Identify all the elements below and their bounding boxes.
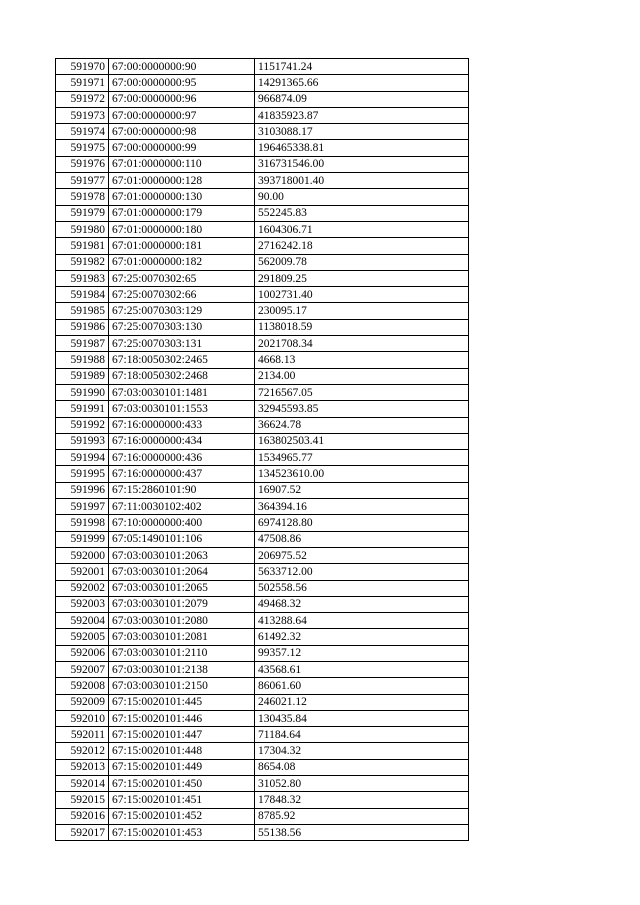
row-number-cell: 591978 <box>56 189 109 205</box>
cadastral-number-cell: 67:15:0020101:453 <box>109 824 255 840</box>
row-number-cell: 591984 <box>56 287 109 303</box>
table-row <box>56 205 469 221</box>
cadastral-number-cell: 67:00:0000000:96 <box>109 91 255 107</box>
cadastral-number-cell: 67:01:0000000:128 <box>109 173 255 189</box>
table-row <box>56 629 469 645</box>
value-cell: 41835923.87 <box>255 107 469 123</box>
table-row <box>56 303 469 319</box>
cadastral-number-cell: 67:03:0030101:1553 <box>109 401 255 417</box>
table-row <box>56 107 469 123</box>
row-number-cell: 591977 <box>56 173 109 189</box>
row-number-cell: 591974 <box>56 124 109 140</box>
cadastral-number-cell: 67:11:0030102:402 <box>109 499 255 515</box>
value-cell: 36624.78 <box>255 417 469 433</box>
value-cell: 99357.12 <box>255 645 469 661</box>
row-number-cell: 592009 <box>56 694 109 710</box>
table-row <box>56 482 469 498</box>
row-number-cell: 591988 <box>56 352 109 368</box>
value-cell: 316731546.00 <box>255 156 469 172</box>
cadastral-number-cell: 67:03:0030101:2065 <box>109 580 255 596</box>
cadastral-number-cell: 67:18:0050302:2465 <box>109 352 255 368</box>
table-row <box>56 59 469 75</box>
row-number-cell: 592013 <box>56 759 109 775</box>
cadastral-number-cell: 67:15:0020101:449 <box>109 759 255 775</box>
cadastral-number-cell: 67:01:0000000:110 <box>109 156 255 172</box>
cadastral-number-cell: 67:16:0000000:437 <box>109 466 255 482</box>
table-row <box>56 792 469 808</box>
cadastral-number-cell: 67:15:0020101:446 <box>109 710 255 726</box>
cadastral-number-cell: 67:03:0030101:2081 <box>109 629 255 645</box>
cadastral-number-cell: 67:18:0050302:2468 <box>109 368 255 384</box>
cadastral-number-cell: 67:03:0030101:2110 <box>109 645 255 661</box>
cadastral-number-cell: 67:00:0000000:90 <box>109 59 255 75</box>
row-number-cell: 592010 <box>56 710 109 726</box>
row-number-cell: 591989 <box>56 368 109 384</box>
value-cell: 196465338.81 <box>255 140 469 156</box>
value-cell: 2716242.18 <box>255 238 469 254</box>
table-row <box>56 564 469 580</box>
cadastral-number-cell: 67:01:0000000:182 <box>109 254 255 270</box>
value-cell: 1002731.40 <box>255 287 469 303</box>
value-cell: 163802503.41 <box>255 433 469 449</box>
row-number-cell: 591999 <box>56 531 109 547</box>
table-row <box>56 140 469 156</box>
row-number-cell: 591975 <box>56 140 109 156</box>
value-cell: 31052.80 <box>255 776 469 792</box>
table-row <box>56 515 469 531</box>
value-cell: 6974128.80 <box>255 515 469 531</box>
cadastral-number-cell: 67:03:0030101:1481 <box>109 384 255 400</box>
value-cell: 206975.52 <box>255 547 469 563</box>
cadastral-number-cell: 67:01:0000000:181 <box>109 238 255 254</box>
value-cell: 32945593.85 <box>255 401 469 417</box>
cadastral-number-cell: 67:00:0000000:99 <box>109 140 255 156</box>
row-number-cell: 592005 <box>56 629 109 645</box>
row-number-cell: 591973 <box>56 107 109 123</box>
cadastral-number-cell: 67:03:0030101:2080 <box>109 613 255 629</box>
row-number-cell: 591998 <box>56 515 109 531</box>
table-row <box>56 645 469 661</box>
table-row <box>56 710 469 726</box>
cadastral-number-cell: 67:25:0070302:66 <box>109 287 255 303</box>
cadastral-number-cell: 67:03:0030101:2063 <box>109 547 255 563</box>
table-row <box>56 727 469 743</box>
row-number-cell: 591983 <box>56 270 109 286</box>
row-number-cell: 591986 <box>56 319 109 335</box>
row-number-cell: 591976 <box>56 156 109 172</box>
cadastral-number-cell: 67:03:0030101:2064 <box>109 564 255 580</box>
value-cell: 502558.56 <box>255 580 469 596</box>
row-number-cell: 592001 <box>56 564 109 580</box>
cadastral-number-cell: 67:15:2860101:90 <box>109 482 255 498</box>
table-row <box>56 352 469 368</box>
row-number-cell: 592016 <box>56 808 109 824</box>
row-number-cell: 592006 <box>56 645 109 661</box>
table-row <box>56 531 469 547</box>
value-cell: 413288.64 <box>255 613 469 629</box>
table-row <box>56 824 469 840</box>
value-cell: 134523610.00 <box>255 466 469 482</box>
table-row <box>56 547 469 563</box>
value-cell: 14291365.66 <box>255 75 469 91</box>
table-row <box>56 336 469 352</box>
row-number-cell: 591970 <box>56 59 109 75</box>
table-row <box>56 238 469 254</box>
value-cell: 1138018.59 <box>255 319 469 335</box>
table-row <box>56 499 469 515</box>
row-number-cell: 591991 <box>56 401 109 417</box>
value-cell: 130435.84 <box>255 710 469 726</box>
row-number-cell: 592007 <box>56 661 109 677</box>
value-cell: 246021.12 <box>255 694 469 710</box>
value-cell: 16907.52 <box>255 482 469 498</box>
row-number-cell: 591980 <box>56 221 109 237</box>
table-row <box>56 221 469 237</box>
row-number-cell: 591992 <box>56 417 109 433</box>
table-row <box>56 776 469 792</box>
table-row <box>56 173 469 189</box>
value-cell: 1151741.24 <box>255 59 469 75</box>
cadastral-number-cell: 67:15:0020101:450 <box>109 776 255 792</box>
value-cell: 966874.09 <box>255 91 469 107</box>
cadastral-number-cell: 67:25:0070303:129 <box>109 303 255 319</box>
row-number-cell: 592003 <box>56 596 109 612</box>
table-row <box>56 450 469 466</box>
row-number-cell: 592004 <box>56 613 109 629</box>
cadastral-number-cell: 67:16:0000000:436 <box>109 450 255 466</box>
cadastral-number-cell: 67:16:0000000:433 <box>109 417 255 433</box>
table-row <box>56 466 469 482</box>
row-number-cell: 591995 <box>56 466 109 482</box>
row-number-cell: 592002 <box>56 580 109 596</box>
value-cell: 3103088.17 <box>255 124 469 140</box>
cadastral-number-cell: 67:25:0070302:65 <box>109 270 255 286</box>
value-cell: 86061.60 <box>255 678 469 694</box>
table-row <box>56 156 469 172</box>
table-row <box>56 287 469 303</box>
row-number-cell: 592012 <box>56 743 109 759</box>
cadastral-number-cell: 67:16:0000000:434 <box>109 433 255 449</box>
row-number-cell: 591997 <box>56 499 109 515</box>
cadastral-number-cell: 67:03:0030101:2150 <box>109 678 255 694</box>
value-cell: 2134.00 <box>255 368 469 384</box>
cadastral-number-cell: 67:15:0020101:452 <box>109 808 255 824</box>
value-cell: 230095.17 <box>255 303 469 319</box>
table-row <box>56 808 469 824</box>
cadastral-number-cell: 67:03:0030101:2079 <box>109 596 255 612</box>
table-row <box>56 596 469 612</box>
table-row <box>56 189 469 205</box>
value-cell: 393718001.40 <box>255 173 469 189</box>
row-number-cell: 591985 <box>56 303 109 319</box>
value-cell: 17304.32 <box>255 743 469 759</box>
cadastral-number-cell: 67:25:0070303:131 <box>109 336 255 352</box>
cadastral-number-cell: 67:00:0000000:95 <box>109 75 255 91</box>
row-number-cell: 592014 <box>56 776 109 792</box>
cadastral-number-cell: 67:01:0000000:180 <box>109 221 255 237</box>
cadastral-number-cell: 67:01:0000000:130 <box>109 189 255 205</box>
value-cell: 1604306.71 <box>255 221 469 237</box>
table-row <box>56 417 469 433</box>
value-cell: 562009.78 <box>255 254 469 270</box>
value-cell: 5633712.00 <box>255 564 469 580</box>
table-row <box>56 661 469 677</box>
value-cell: 2021708.34 <box>255 336 469 352</box>
row-number-cell: 591987 <box>56 336 109 352</box>
row-number-cell: 591996 <box>56 482 109 498</box>
table-row <box>56 678 469 694</box>
cadastral-number-cell: 67:15:0020101:451 <box>109 792 255 808</box>
table-row <box>56 694 469 710</box>
table-row <box>56 401 469 417</box>
row-number-cell: 591972 <box>56 91 109 107</box>
cadastral-number-cell: 67:01:0000000:179 <box>109 205 255 221</box>
cadastral-number-cell: 67:10:0000000:400 <box>109 515 255 531</box>
row-number-cell: 591971 <box>56 75 109 91</box>
value-cell: 61492.32 <box>255 629 469 645</box>
cadastral-number-cell: 67:00:0000000:97 <box>109 107 255 123</box>
value-cell: 552245.83 <box>255 205 469 221</box>
table-row <box>56 384 469 400</box>
cadastral-number-cell: 67:05:1490101:106 <box>109 531 255 547</box>
table-row <box>56 613 469 629</box>
value-cell: 43568.61 <box>255 661 469 677</box>
row-number-cell: 591981 <box>56 238 109 254</box>
table-row <box>56 759 469 775</box>
value-cell: 17848.32 <box>255 792 469 808</box>
row-number-cell: 591994 <box>56 450 109 466</box>
row-number-cell: 591979 <box>56 205 109 221</box>
value-cell: 1534965.77 <box>255 450 469 466</box>
row-number-cell: 592008 <box>56 678 109 694</box>
value-cell: 49468.32 <box>255 596 469 612</box>
table-row <box>56 743 469 759</box>
table-body <box>56 59 469 841</box>
value-cell: 364394.16 <box>255 499 469 515</box>
cadastral-number-cell: 67:03:0030101:2138 <box>109 661 255 677</box>
table-row <box>56 254 469 270</box>
table-row <box>56 433 469 449</box>
value-cell: 47508.86 <box>255 531 469 547</box>
value-cell: 71184.64 <box>255 727 469 743</box>
table-row <box>56 91 469 107</box>
value-cell: 7216567.05 <box>255 384 469 400</box>
cadastral-number-cell: 67:15:0020101:448 <box>109 743 255 759</box>
row-number-cell: 591993 <box>56 433 109 449</box>
row-number-cell: 592017 <box>56 824 109 840</box>
value-cell: 55138.56 <box>255 824 469 840</box>
table-row <box>56 124 469 140</box>
row-number-cell: 591982 <box>56 254 109 270</box>
row-number-cell: 592011 <box>56 727 109 743</box>
table-row <box>56 75 469 91</box>
row-number-cell: 592015 <box>56 792 109 808</box>
value-cell: 90.00 <box>255 189 469 205</box>
table-row <box>56 270 469 286</box>
value-cell: 8785.92 <box>255 808 469 824</box>
table-row <box>56 368 469 384</box>
row-number-cell: 591990 <box>56 384 109 400</box>
cadastral-number-cell: 67:15:0020101:447 <box>109 727 255 743</box>
data-table <box>55 58 469 841</box>
value-cell: 4668.13 <box>255 352 469 368</box>
value-cell: 8654.08 <box>255 759 469 775</box>
cadastral-number-cell: 67:15:0020101:445 <box>109 694 255 710</box>
table-row <box>56 580 469 596</box>
table-row <box>56 319 469 335</box>
value-cell: 291809.25 <box>255 270 469 286</box>
cadastral-number-cell: 67:25:0070303:130 <box>109 319 255 335</box>
row-number-cell: 592000 <box>56 547 109 563</box>
cadastral-number-cell: 67:00:0000000:98 <box>109 124 255 140</box>
